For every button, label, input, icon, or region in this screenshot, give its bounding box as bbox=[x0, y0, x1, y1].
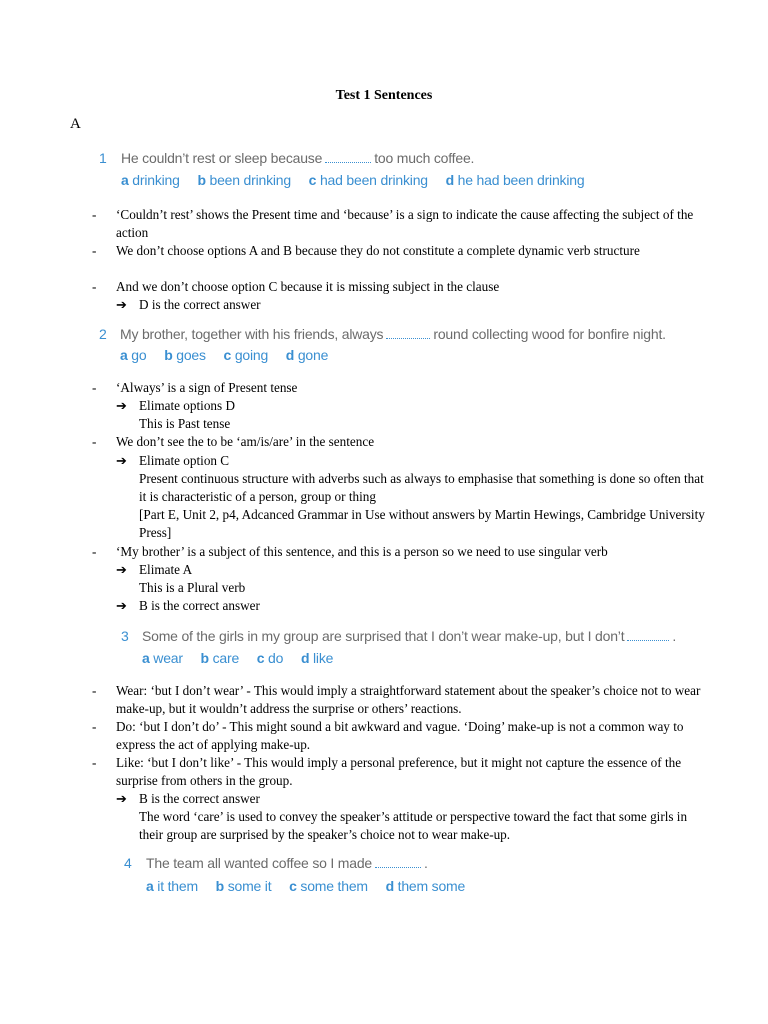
conclusion-text: B is the correct answer bbox=[139, 598, 260, 613]
question-number: 3 bbox=[121, 628, 129, 644]
arrow-icon: ➔ bbox=[116, 791, 128, 806]
option-d: d gone bbox=[285, 347, 329, 363]
option-b: b goes bbox=[164, 347, 206, 363]
option-a: a go bbox=[120, 347, 147, 363]
conclusion-detail: Present continuous structure with adverbs such as always to emphasise that something is done so often that it is characteristic of a person, group or thing bbox=[139, 471, 704, 504]
bullet-dash: - bbox=[92, 380, 97, 395]
arrow-icon: ➔ bbox=[116, 598, 128, 613]
question-text-before: The team all wanted coffee so I made bbox=[146, 855, 373, 871]
note-text: ‘Always’ is a sign of Present tense bbox=[116, 380, 298, 395]
answer-blank bbox=[627, 630, 669, 641]
question-text-before: My brother, together with his friends, always bbox=[120, 326, 384, 342]
option-c: c some them bbox=[289, 878, 368, 894]
question-3-options bbox=[142, 650, 347, 666]
question-text-after: . bbox=[424, 855, 428, 871]
option-a: a drinking bbox=[121, 172, 180, 188]
note-text: Like: ‘but I don’t like’ - This would imply a personal preference, but it might not capture the essence of the surprise from others in the group. bbox=[116, 755, 682, 788]
note-text: ‘Couldn’t rest’ shows the Present time and ‘because’ is a sign to indicate the cause affecting the subject of the action bbox=[116, 207, 694, 240]
question-number: 1 bbox=[99, 150, 107, 166]
conclusion-text: D is the correct answer bbox=[139, 297, 261, 312]
question-1 bbox=[99, 150, 474, 166]
section-label: A bbox=[70, 116, 81, 132]
question-4 bbox=[124, 855, 428, 871]
option-d: d like bbox=[300, 650, 334, 666]
arrow-icon: ➔ bbox=[116, 562, 128, 577]
bullet-dash: - bbox=[92, 279, 97, 294]
option-a: a wear bbox=[142, 650, 183, 666]
note-text: ‘My brother’ is a subject of this sentence, and this is a person so we need to use singular verb bbox=[116, 544, 608, 559]
conclusion-text: Elimate options D bbox=[139, 398, 235, 413]
question-1-options bbox=[121, 172, 598, 188]
note-text: Do: ‘but I don’t do’ - This might sound a bit awkward and vague. ‘Doing’ make-up is not a common way to express the act of applying make-up. bbox=[116, 719, 684, 752]
reference-text: [Part E, Unit 2, p4, Adcanced Grammar in Use without answers by Martin Hewings, Cambridge University Press] bbox=[139, 507, 705, 540]
note-text: We don’t choose options A and B because they do not constitute a complete dynamic verb structure bbox=[116, 243, 640, 258]
question-text-after: round collecting wood for bonfire night. bbox=[433, 326, 666, 342]
question-text-before: Some of the girls in my group are surprised that I don’t wear make-up, but I don’t bbox=[142, 628, 625, 644]
arrow-icon: ➔ bbox=[116, 398, 128, 413]
conclusion-text: Elimate option C bbox=[139, 453, 230, 468]
conclusion-text: B is the correct answer bbox=[139, 791, 260, 806]
bullet-dash: - bbox=[92, 434, 97, 449]
option-b: b been drinking bbox=[197, 172, 291, 188]
arrow-icon: ➔ bbox=[116, 297, 128, 312]
arrow-icon: ➔ bbox=[116, 453, 128, 468]
option-c: c do bbox=[256, 650, 284, 666]
option-d: d them some bbox=[385, 878, 466, 894]
option-b: b some it bbox=[215, 878, 272, 894]
bullet-dash: - bbox=[92, 719, 97, 734]
conclusion-detail: This is Past tense bbox=[139, 416, 231, 431]
question-4-options bbox=[146, 878, 479, 894]
option-d: d he had been drinking bbox=[445, 172, 585, 188]
bullet-dash: - bbox=[92, 243, 97, 258]
option-b: b care bbox=[200, 650, 240, 666]
note-text: And we don’t choose option C because it is missing subject in the clause bbox=[116, 279, 500, 294]
option-a: a it them bbox=[146, 878, 198, 894]
question-number: 2 bbox=[99, 326, 107, 342]
bullet-dash: - bbox=[92, 207, 97, 222]
question-2 bbox=[99, 326, 666, 342]
note-text: We don’t see the to be ‘am/is/are’ in the sentence bbox=[116, 434, 375, 449]
question-3 bbox=[121, 628, 676, 644]
option-c: c going bbox=[223, 347, 269, 363]
conclusion-detail: This is a Plural verb bbox=[139, 580, 246, 595]
bullet-dash: - bbox=[92, 683, 97, 698]
question-2-options bbox=[120, 347, 342, 363]
answer-blank bbox=[375, 857, 421, 868]
page-title: Test 1 Sentences bbox=[335, 88, 433, 103]
note-text: Wear: ‘but I don’t wear’ - This would imply a straightforward statement about the speaker’s choice not to wear make-up, but it wouldn’t address the surprise or others’ reactions. bbox=[116, 683, 701, 716]
conclusion-text: Elimate A bbox=[139, 562, 193, 577]
conclusion-detail: The word ‘care’ is used to convey the speaker’s attitude or perspective toward the fact that some girls in their group are surprised by the speaker’s choice not to wear make-up. bbox=[139, 809, 688, 842]
option-c: c had been drinking bbox=[308, 172, 428, 188]
answer-blank bbox=[325, 152, 371, 163]
bullet-dash: - bbox=[92, 544, 97, 559]
answer-blank bbox=[386, 328, 430, 339]
question-text-after: too much coffee. bbox=[374, 150, 475, 166]
question-number: 4 bbox=[124, 855, 132, 871]
bullet-dash: - bbox=[92, 755, 97, 770]
question-text-after: . bbox=[672, 628, 677, 644]
question-text-before: He couldn’t rest or sleep because bbox=[121, 150, 323, 166]
